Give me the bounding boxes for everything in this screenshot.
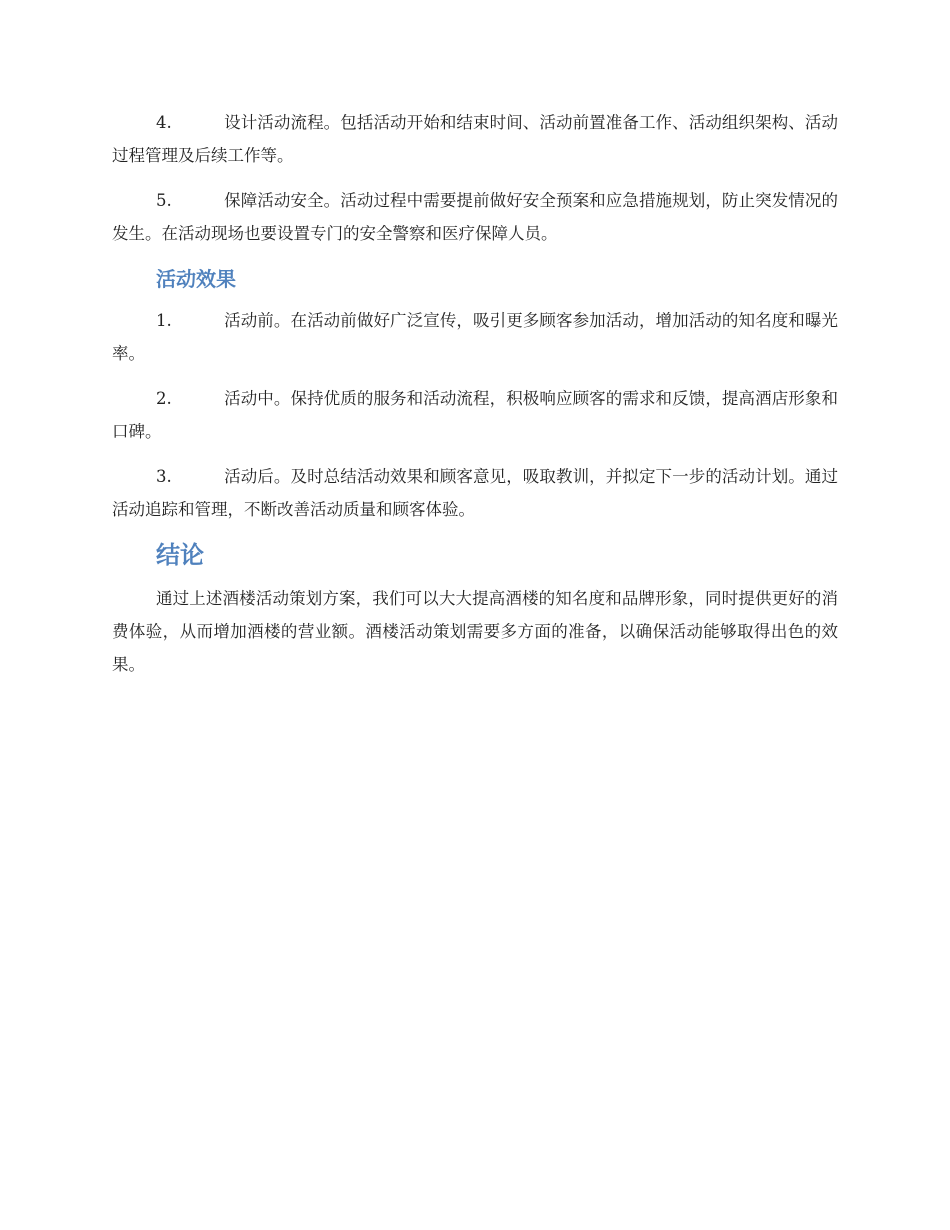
list-item-number: 1.: [156, 311, 172, 330]
list-item-text: 设计活动流程。包括活动开始和结束时间、活动前置准备工作、活动组织架构、活动过程管理及后续工作等。: [112, 113, 838, 165]
list-item: [112, 106, 838, 172]
list-item: [112, 382, 838, 448]
section-heading-conclusion: 结论: [156, 541, 204, 569]
list-item-text: 活动中。保持优质的服务和活动流程，积极响应顾客的需求和反馈，提高酒店形象和口碑。: [112, 389, 838, 441]
list-item-text: 活动后。及时总结活动效果和顾客意见，吸取教训，并拟定下一步的活动计划。通过活动追踪和管理，不断改善活动质量和顾客体验。: [112, 467, 838, 519]
list-item: [112, 304, 838, 370]
list-item-number: 2.: [156, 389, 172, 408]
list-item-text: 保障活动安全。活动过程中需要提前做好安全预案和应急措施规划，防止突发情况的发生。在活动现场也要设置专门的安全警察和医疗保障人员。: [112, 191, 838, 243]
list-item-number: 5.: [156, 191, 172, 210]
list-item-number: 3.: [156, 467, 172, 486]
process-list: [112, 106, 838, 250]
conclusion-paragraph: 通过上述酒楼活动策划方案，我们可以大大提高酒楼的知名度和品牌形象，同时提供更好的消费体验，从而增加酒楼的营业额。酒楼活动策划需要多方面的准备，以确保活动能够取得出色的效果。: [112, 589, 838, 674]
section-heading-effects: 活动效果: [156, 267, 236, 291]
document-page: [112, 106, 838, 681]
list-item: [112, 184, 838, 250]
effects-list: [112, 304, 838, 526]
list-item: [112, 460, 838, 526]
list-item-number: 4.: [156, 113, 172, 132]
list-item-text: 活动前。在活动前做好广泛宣传，吸引更多顾客参加活动，增加活动的知名度和曝光率。: [112, 311, 838, 363]
